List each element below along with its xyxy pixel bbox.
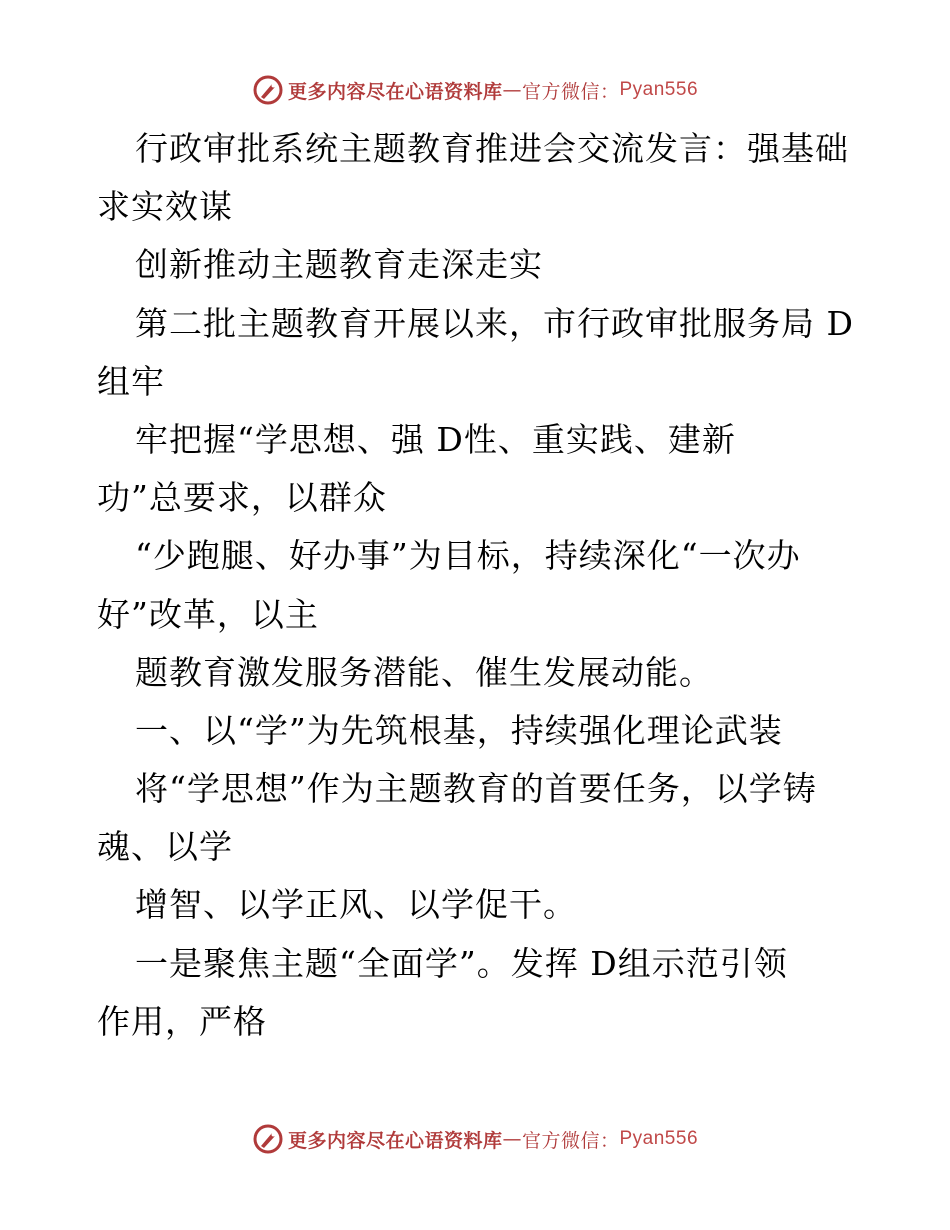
section-heading: 一、以“学”为先筑根基，持续强化理论武装	[135, 710, 783, 750]
paragraph-line: 增智、以学正风、以学促干。	[135, 885, 577, 925]
paragraph-line: 好”改革，以主	[97, 594, 319, 634]
banner-wechat-id: Pyan556	[619, 1128, 699, 1149]
paragraph-line: 功”总要求，以群众	[97, 478, 387, 518]
banner-wechat-label: 官方微信：	[521, 80, 620, 103]
paragraph-line: 一是聚焦主题“全面学”。发挥 D组示范引领	[135, 943, 788, 983]
paragraph-line: 作用，严格	[97, 1001, 267, 1041]
paragraph-line: “少跑腿、好办事”为目标，持续深化“一次办	[135, 536, 801, 576]
pen-nib-logo-icon	[252, 1123, 284, 1155]
banner-brand: 更多内容尽在心语资料库	[287, 1129, 503, 1152]
paragraph-line: 组牢	[97, 361, 165, 401]
footer-banner	[0, 1119, 950, 1159]
document-title-line-1: 行政审批系统主题教育推进会交流发言：强基础	[135, 129, 849, 168]
document-body	[97, 120, 857, 1051]
paragraph-line: 牢把握“学思想、强 D性、重实践、建新	[135, 419, 736, 459]
banner-separator: —	[502, 1128, 522, 1150]
paragraph-line: 将“学思想”作为主题教育的首要任务，以学铸	[135, 769, 817, 809]
paragraph-line: 题教育激发服务潜能、催生发展动能。	[135, 652, 713, 692]
banner-wechat-label: 官方微信：	[521, 1129, 620, 1152]
header-banner	[0, 70, 950, 110]
document-subtitle: 创新推动主题教育走深走实	[135, 245, 543, 285]
pen-nib-logo-icon	[252, 74, 284, 106]
banner-separator: —	[502, 79, 522, 101]
document-title-line-2: 求实效谋	[97, 187, 233, 227]
paragraph-line: 魂、以学	[97, 827, 233, 867]
paragraph-line: 第二批主题教育开展以来，市行政审批服务局 D	[135, 303, 854, 343]
banner-wechat-id: Pyan556	[619, 79, 699, 100]
banner-brand: 更多内容尽在心语资料库	[287, 80, 503, 103]
